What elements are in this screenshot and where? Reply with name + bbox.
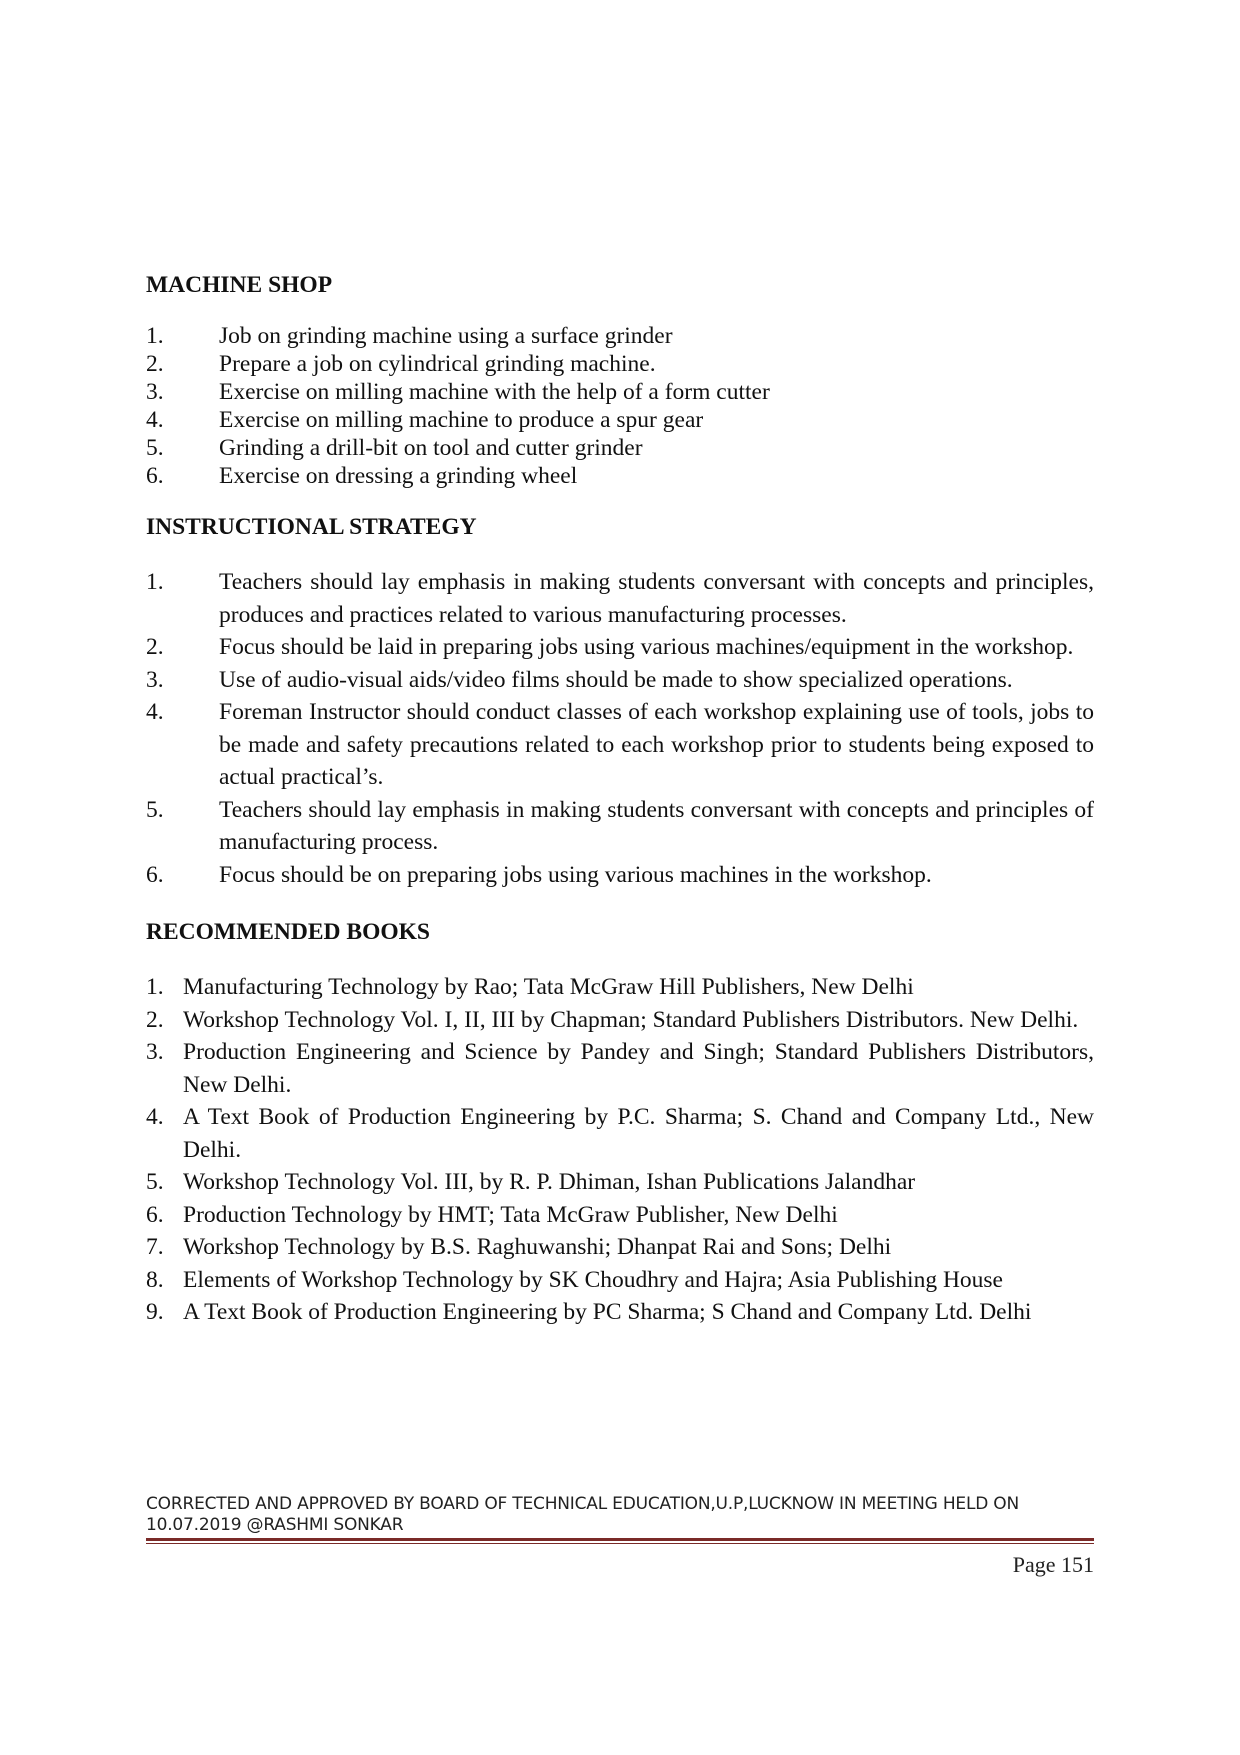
list-text: Prepare a job on cylindrical grinding machine. [219, 351, 656, 377]
list-number: 6. [146, 861, 164, 888]
page-number: Page 151 [1012, 1552, 1094, 1577]
list-number: 5. [146, 435, 164, 461]
list-number: 3. [146, 666, 164, 693]
page-footer [146, 1494, 1094, 1536]
list-number: 6. [146, 463, 164, 489]
list-text: Focus should be on preparing jobs using various machines in the workshop. [219, 861, 932, 888]
list-item [146, 406, 1094, 434]
list-item [146, 1264, 1094, 1297]
list-number: 2. [146, 1006, 164, 1033]
list-item [146, 1036, 1094, 1101]
list-item [146, 566, 1094, 631]
machine-shop-list [146, 322, 1094, 490]
list-number: 4. [146, 407, 164, 433]
list-item [146, 794, 1094, 859]
list-item [146, 1166, 1094, 1199]
list-number: 5. [146, 796, 164, 823]
section-heading-recommended-books: RECOMMENDED BOOKS [146, 919, 430, 945]
list-number: 2. [146, 634, 164, 660]
list-text: Elements of Workshop Technology by SK Choudhry and Hajra; Asia Publishing House [183, 1266, 1003, 1293]
list-number: 1. [146, 323, 164, 349]
list-text: Focus should be laid in preparing jobs using various machines/equipment in the workshop. [219, 634, 1074, 660]
list-number: 6. [146, 1201, 164, 1228]
list-item [146, 350, 1094, 378]
list-text: Production Technology by HMT; Tata McGraw Publisher, New Delhi [183, 1201, 838, 1228]
list-number: 1. [146, 974, 164, 1000]
list-text: Workshop Technology by B.S. Raghuwanshi; Dhanpat Rai and Sons; Delhi [183, 1234, 892, 1260]
list-text: Foreman Instructor should conduct classes of each workshop explaining use of tools, jobs to be made and safety precautions related to each workshop prior to students being exposed to actual practical’s. [219, 699, 1094, 790]
list-item [146, 1101, 1094, 1166]
footer-rule-thin [146, 1543, 1094, 1544]
list-text: Production Engineering and Science by Pandey and Singh; Standard Publishers Distributors, New Delhi. [183, 1039, 1094, 1098]
list-text: Exercise on dressing a grinding wheel [219, 463, 578, 489]
section-heading-machine-shop: MACHINE SHOP [146, 272, 333, 298]
section-heading-instructional-strategy: INSTRUCTIONAL STRATEGY [146, 514, 477, 540]
list-text: A Text Book of Production Engineering by P.C. Sharma; S. Chand and Company Ltd., New Delhi. [183, 1104, 1094, 1163]
list-item [146, 322, 1094, 350]
list-item [146, 696, 1094, 794]
list-number: 8. [146, 1266, 164, 1293]
list-number: 9. [146, 1299, 164, 1325]
footer-approval-line: CORRECTED AND APPROVED BY BOARD OF TECHNICAL EDUCATION,U.P,LUCKNOW IN MEETING HELD ON [146, 1494, 1020, 1514]
list-number: 7. [146, 1234, 164, 1260]
list-text: Exercise on milling machine to produce a spur gear [219, 407, 704, 433]
list-item [146, 1296, 1094, 1329]
list-number: 2. [146, 351, 164, 377]
list-item [146, 1004, 1094, 1037]
list-item [146, 971, 1094, 1004]
list-number: 4. [146, 1104, 164, 1130]
page-body [146, 270, 1094, 1329]
list-text: A Text Book of Production Engineering by PC Sharma; S Chand and Company Ltd. Delhi [183, 1299, 1032, 1325]
list-number: 1. [146, 569, 164, 595]
instructional-strategy-list [146, 566, 1094, 891]
list-text: Manufacturing Technology by Rao; Tata McGraw Hill Publishers, New Delhi [183, 974, 914, 1000]
list-item [146, 1199, 1094, 1232]
list-item [146, 664, 1094, 697]
list-item [146, 378, 1094, 406]
list-text: Workshop Technology Vol. III, by R. P. Dhiman, Ishan Publications Jalandhar [183, 1169, 916, 1195]
list-number: 4. [146, 699, 164, 725]
footer-rule-thick [146, 1538, 1094, 1541]
list-text: Grinding a drill-bit on tool and cutter grinder [219, 435, 643, 461]
list-text: Teachers should lay emphasis in making students conversant with concepts and principles, produces and practices related to various manufacturing processes. [219, 569, 1094, 628]
recommended-books-list [146, 971, 1094, 1329]
list-text: Workshop Technology Vol. I, II, III by Chapman; Standard Publishers Distributors. New Delhi. [183, 1006, 1079, 1033]
list-number: 3. [146, 379, 164, 405]
list-text: Teachers should lay emphasis in making students conversant with concepts and principles of manufacturing process. [219, 796, 1094, 855]
list-text: Job on grinding machine using a surface grinder [219, 323, 673, 349]
footer-date-author: 10.07.2019 @RASHMI SONKAR [146, 1515, 404, 1535]
list-item [146, 1231, 1094, 1264]
list-item [146, 859, 1094, 892]
list-item [146, 631, 1094, 664]
list-number: 5. [146, 1169, 164, 1195]
list-item [146, 434, 1094, 462]
list-number: 3. [146, 1039, 164, 1065]
list-text: Use of audio-visual aids/video films should be made to show specialized operations. [219, 666, 1013, 693]
list-text: Exercise on milling machine with the help of a form cutter [219, 379, 770, 405]
list-item [146, 462, 1094, 490]
